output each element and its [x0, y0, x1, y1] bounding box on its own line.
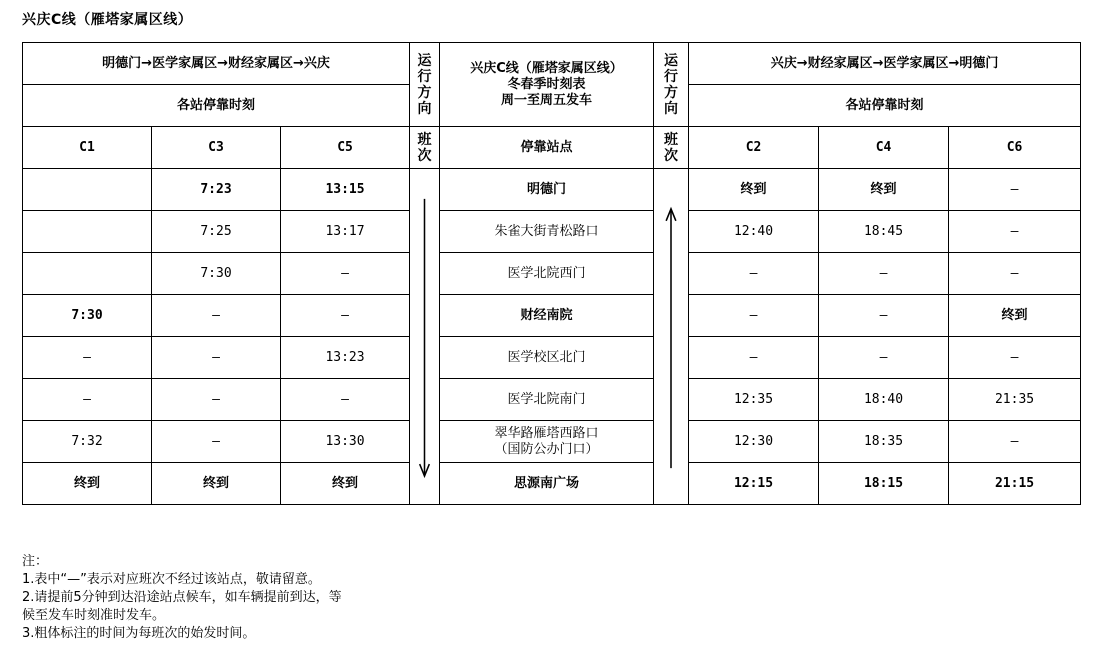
up-arrow: [654, 169, 689, 505]
time-cell: 7:32: [23, 421, 152, 463]
direction-char: 行: [664, 68, 679, 85]
time-cell: —: [689, 337, 819, 379]
time-cell: 7:23: [152, 169, 281, 211]
time-cell: 18:35: [819, 421, 949, 463]
time-cell: —: [949, 337, 1081, 379]
direction-char: 运: [664, 52, 679, 69]
run-header-c3: C3: [152, 127, 281, 169]
table-row: [23, 253, 1081, 295]
time-cell: 13:23: [281, 337, 410, 379]
stop-name: [440, 211, 654, 253]
time-cell: 18:40: [819, 379, 949, 421]
note-item: 1.表中“—”表示对应班次不经过该站点，敬请留意。: [22, 572, 321, 587]
time-cell: —: [819, 295, 949, 337]
center-title-line3: 周一至周五发车: [501, 92, 593, 108]
time-cell: —: [281, 295, 410, 337]
stop-name: [440, 421, 654, 463]
run-header-c5: C5: [281, 127, 410, 169]
table-row: [23, 463, 1081, 505]
right-route-header: 兴庆→财经家属区→医学家属区→明德门: [689, 43, 1081, 85]
time-cell: —: [23, 337, 152, 379]
stop-name-line: 医学北院西门: [507, 265, 586, 281]
run-char: 次: [417, 147, 432, 164]
stop-name-line: 医学北院南门: [507, 391, 586, 407]
center-title-line2: 冬春季时刻表: [507, 76, 586, 92]
stop-name: [440, 463, 654, 505]
stop-name: [440, 379, 654, 421]
time-cell: 7:25: [152, 211, 281, 253]
time-cell: —: [949, 169, 1081, 211]
time-cell: 13:15: [281, 169, 410, 211]
direction-char: 向: [664, 100, 679, 117]
time-cell: —: [152, 421, 281, 463]
run-header-c2: C2: [689, 127, 819, 169]
direction-char: 行: [417, 68, 432, 85]
direction-char: 方: [664, 84, 679, 101]
time-cell: 12:30: [689, 421, 819, 463]
stop-name-line: 思源南广场: [514, 475, 580, 491]
stop-name-line: 明德门: [527, 181, 567, 197]
time-cell: —: [281, 253, 410, 295]
table-row: [23, 211, 1081, 253]
table-row: [23, 295, 1081, 337]
stop-name: [440, 337, 654, 379]
down-arrow-icon: [410, 169, 439, 504]
time-cell: 13:17: [281, 211, 410, 253]
note-item: 2.请提前5分钟到达沿途站点候车，如车辆提前到达，等: [22, 590, 342, 605]
left-run-label: [410, 127, 440, 169]
stop-name: [440, 295, 654, 337]
time-cell: —: [152, 295, 281, 337]
time-cell: —: [281, 379, 410, 421]
table-row: [23, 337, 1081, 379]
time-cell: —: [819, 337, 949, 379]
run-char: 班: [664, 131, 679, 148]
time-cell: —: [689, 295, 819, 337]
table-row: [23, 379, 1081, 421]
time-cell: 12:15: [689, 463, 819, 505]
center-title: [440, 43, 654, 127]
time-cell: [23, 169, 152, 211]
run-header-c4: C4: [819, 127, 949, 169]
time-cell: —: [689, 253, 819, 295]
time-cell: 终到: [949, 295, 1081, 337]
run-char: 次: [664, 147, 679, 164]
stop-name-line: 翠华路雁塔西路口: [494, 425, 599, 441]
time-cell: —: [949, 421, 1081, 463]
note-item: 3.粗体标注的时间为每班次的始发时间。: [22, 626, 256, 641]
stop-name-line: 医学校区北门: [507, 349, 586, 365]
stop-header: 停靠站点: [440, 127, 654, 169]
time-cell: 12:40: [689, 211, 819, 253]
time-cell: 终到: [281, 463, 410, 505]
time-cell: 7:30: [23, 295, 152, 337]
time-cell: 7:30: [152, 253, 281, 295]
time-cell: 21:15: [949, 463, 1081, 505]
page-title: 兴庆C线（雁塔家属区线）: [22, 12, 193, 28]
up-arrow-icon: [654, 169, 688, 504]
right-direction-label: [654, 43, 689, 127]
timetable: [22, 42, 1081, 505]
left-route-header: 明德门→医学家属区→财经家属区→兴庆: [23, 43, 410, 85]
time-cell: —: [152, 337, 281, 379]
stop-name: [440, 253, 654, 295]
right-run-label: [654, 127, 689, 169]
time-cell: —: [152, 379, 281, 421]
direction-char: 运: [417, 52, 432, 69]
time-cell: 18:45: [819, 211, 949, 253]
time-cell: —: [819, 253, 949, 295]
timetable-body: [23, 169, 1081, 505]
time-cell: —: [949, 253, 1081, 295]
stop-name: [440, 169, 654, 211]
down-arrow: [410, 169, 440, 505]
time-cell: 21:35: [949, 379, 1081, 421]
time-cell: 终到: [23, 463, 152, 505]
note-item: 候至发车时刻准时发车。: [22, 608, 166, 623]
stop-name-line: 财经南院: [520, 307, 573, 323]
time-cell: [23, 253, 152, 295]
run-char: 班: [417, 131, 432, 148]
time-cell: 12:35: [689, 379, 819, 421]
direction-char: 向: [417, 100, 432, 117]
time-cell: —: [949, 211, 1081, 253]
time-cell: 终到: [152, 463, 281, 505]
run-header-c6: C6: [949, 127, 1081, 169]
notes: [22, 553, 342, 643]
time-cell: 18:15: [819, 463, 949, 505]
table-row: [23, 169, 1081, 211]
center-title-line1: 兴庆C线（雁塔家属区线）: [470, 60, 623, 76]
left-subheader: 各站停靠时刻: [23, 85, 410, 127]
notes-heading: 注：: [22, 554, 49, 569]
direction-char: 方: [417, 84, 432, 101]
right-subheader: 各站停靠时刻: [689, 85, 1081, 127]
time-cell: 终到: [689, 169, 819, 211]
table-row: [23, 421, 1081, 463]
time-cell: [23, 211, 152, 253]
time-cell: —: [23, 379, 152, 421]
stop-name-line: 朱雀大街青松路口: [494, 223, 599, 239]
left-direction-label: [410, 43, 440, 127]
time-cell: 13:30: [281, 421, 410, 463]
stop-name-line: （国防公办门口）: [494, 441, 599, 457]
time-cell: 终到: [819, 169, 949, 211]
run-header-c1: C1: [23, 127, 152, 169]
